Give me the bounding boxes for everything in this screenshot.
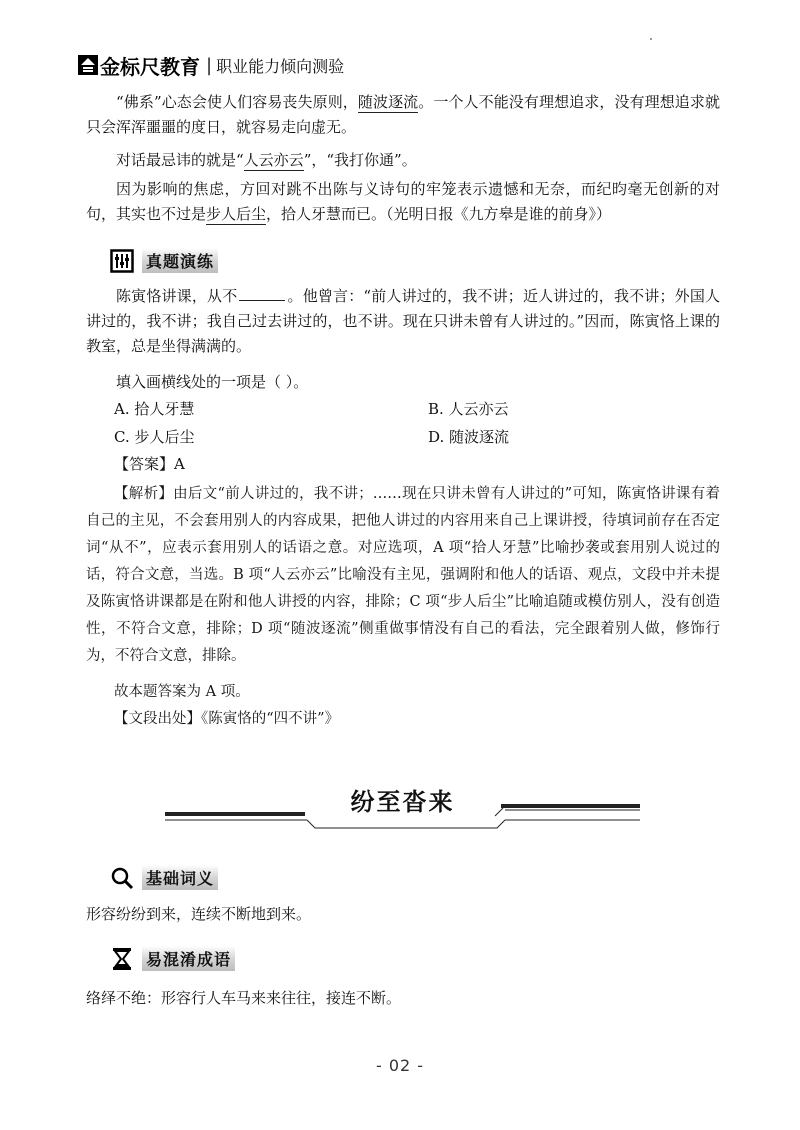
intro-paragraph-2: 对话最忌讳的就是“人云亦云”，“我打你通”。 <box>116 151 417 169</box>
underlined-idiom: 步人后尘 <box>206 205 267 223</box>
answer-line: 【答案】A <box>114 455 185 473</box>
confusing-idiom-text: 络绎不绝：形容行人车马来来往往，接连不断。 <box>86 989 402 1007</box>
option-b: B. 人云亦云 <box>428 400 509 418</box>
practice-label: 真题演练 <box>142 248 218 273</box>
scan-speck <box>650 38 652 40</box>
brand-logo-icon <box>78 55 98 75</box>
basic-meaning-heading <box>110 865 218 890</box>
search-icon <box>110 866 134 890</box>
practice-section-heading <box>110 248 218 273</box>
basic-meaning-label: 基础词义 <box>142 865 218 890</box>
option-d: D. 随波逐流 <box>428 428 510 446</box>
page-header <box>78 52 344 78</box>
idiom-title: 纷至沓来 <box>350 787 455 816</box>
analysis-text: 【解析】由后文“前人讲过的，我不讲；……现在只讲未曾有人讲过的”可知，陈寅恪讲课有着自己的主见，不会套用别人的内容成果，把他人讲过的内容用来自己上课讲授，待填词前存在否定词“从不”，应表示套用别人的话语之意。对应选项，A 项“拾人牙慧”比喻抄袭或套用别人说过的话，符合文意，当选。B 项“人云亦云”比喻没有主见，强调附和他人的话语、观点，文段中并未提及陈寅恪讲课都是在附和他人讲授的内容，排除；C 项“步人后尘”比喻追随或模仿别人，没有创造性，不符合文意，排除；D 项“随波逐流”侧重做事情没有自己的看法，完全跟着别人做，修饰行为，不符合文意，排除。 <box>86 486 720 664</box>
confusing-idiom-label: 易混淆成语 <box>142 946 235 971</box>
page-number: - 02 - <box>375 1056 425 1075</box>
basic-meaning-text: 形容纷纷到来，连续不断地到来。 <box>86 905 312 923</box>
header-subtitle: 职业能力倾向测验 <box>216 56 345 76</box>
intro-paragraph-3: 因为影响的焦虑，方回对跳不出陈与义诗句的牢笼表示遗憾和无奈，而纪昀毫无创新的对句，其实也不过是步人后尘，拾人牙慧而已。（光明日报《九方皋是谁的前身》） <box>86 180 720 223</box>
answer-blank <box>239 286 285 301</box>
hourglass-icon <box>110 947 134 971</box>
option-a: A. 拾人牙慧 <box>114 400 195 418</box>
sliders-icon <box>110 249 134 273</box>
source-text: 【文段出处】《陈寅恪的“四不讲”》 <box>114 711 340 727</box>
brand-name: 金标尺教育 <box>100 54 200 79</box>
conclusion-text: 故本题答案为 A 项。 <box>114 684 250 700</box>
header-separator: | <box>206 54 213 76</box>
question-stem: 陈寅恪讲课，从不 。他曾言：“前人讲过的，我不讲；近人讲过的，我不讲；外国人讲过的，我不讲；我自己过去讲过的，也不讲。现在只讲未曾有人讲过的。”因而，陈寅恪上课的教室，总是坐得满满的。 <box>86 287 720 355</box>
option-c: C. 步人后尘 <box>114 428 195 446</box>
underlined-idiom: 人云亦云 <box>243 151 304 169</box>
idiom-banner <box>165 780 640 830</box>
intro-paragraph-1: “佛系”心态会使人们容易丧失原则，随波逐流。一个人不能没有理想追求，没有理想追求就只会浑浑噩噩的度日，就容易走向虚无。 <box>86 93 720 136</box>
confusing-idiom-heading <box>110 946 235 971</box>
question-prompt: 填入画横线处的一项是（ ）。 <box>116 373 309 391</box>
underlined-idiom: 随波逐流 <box>357 93 419 111</box>
